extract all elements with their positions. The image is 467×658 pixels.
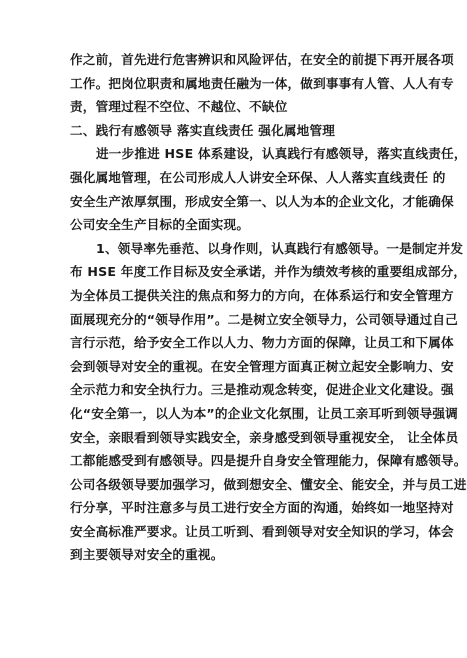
text-line-21: 安全高标准严要求。让员工听到、看到领导对安全知识的学习，体会 — [70, 523, 454, 539]
section-heading: 二、践行有感领导 落实直线责任 强化属地管理 — [70, 122, 336, 138]
text-line-6: 强化属地管理，在公司形成人人讲安全环保、人人落实直线责任 的 — [70, 169, 446, 185]
text-line-2: 工作。把岗位职责和属地责任融为一体，做到事事有人管、人人有专 — [70, 75, 454, 91]
text-line-5: 进一步推进 HSE 体系建设，认真践行有感领导，落实直线责任， — [96, 146, 467, 162]
text-line-9: 1、领导率先垂范、以身作则，认真践行有感领导。一是制定并发 — [96, 240, 464, 256]
text-line-17: 安全，亲眼看到领导实践安全，亲身感受到领导重视安全， 让全体员 — [70, 429, 459, 445]
text-line-8: 公司安全生产目标的全面实现。 — [70, 217, 250, 233]
text-line-14: 会到领导对安全的重视。在安全管理方面真正树立起安全影响力、安 — [70, 358, 454, 374]
text-line-15: 全示范力和安全执行力。三是推动观念转变，促进企业文化建设。强 — [70, 382, 454, 398]
text-line-22: 到主要领导对安全的重视。 — [70, 547, 224, 563]
text-line-11: 为全体员工提供关注的焦点和努力的方向，在体系运行和安全管理方 — [70, 287, 454, 303]
text-line-18: 工都能感受到有感领导。四是提升自身安全管理能力，保障有感领导。 — [70, 453, 467, 469]
text-line-13: 言行示范，给予安全工作以人力、物力方面的保障，让员工和下属体 — [70, 335, 454, 351]
text-line-16: 化“安全第一，以人为本”的企业文化氛围，让员工亲耳听到领导强调 — [70, 405, 458, 421]
text-line-20: 行分享，平时注意多与员工进行安全方面的沟通，始终如一地坚持对 — [70, 500, 454, 516]
text-line-7: 安全生产浓厚氛围，形成安全第一、以人为本的企业文化，才能确保 — [70, 193, 454, 209]
text-line-1: 作之前，首先进行危害辨识和风险评估，在安全的前提下再开展各项 — [70, 52, 454, 67]
text-line-19: 公司各级领导要加强学习，做到想安全、懂安全、能安全，并与员工进 — [70, 476, 467, 492]
text-line-10: 布 HSE 年度工作目标及安全承诺，并作为绩效考核的重要组成部分， — [70, 264, 467, 280]
text-line-12: 面展现充分的“领导作用”。二是树立安全领导力，公司领导通过自己 — [70, 311, 458, 327]
text-line-3: 责，管理过程不空位、不越位、不缺位 — [70, 99, 288, 115]
